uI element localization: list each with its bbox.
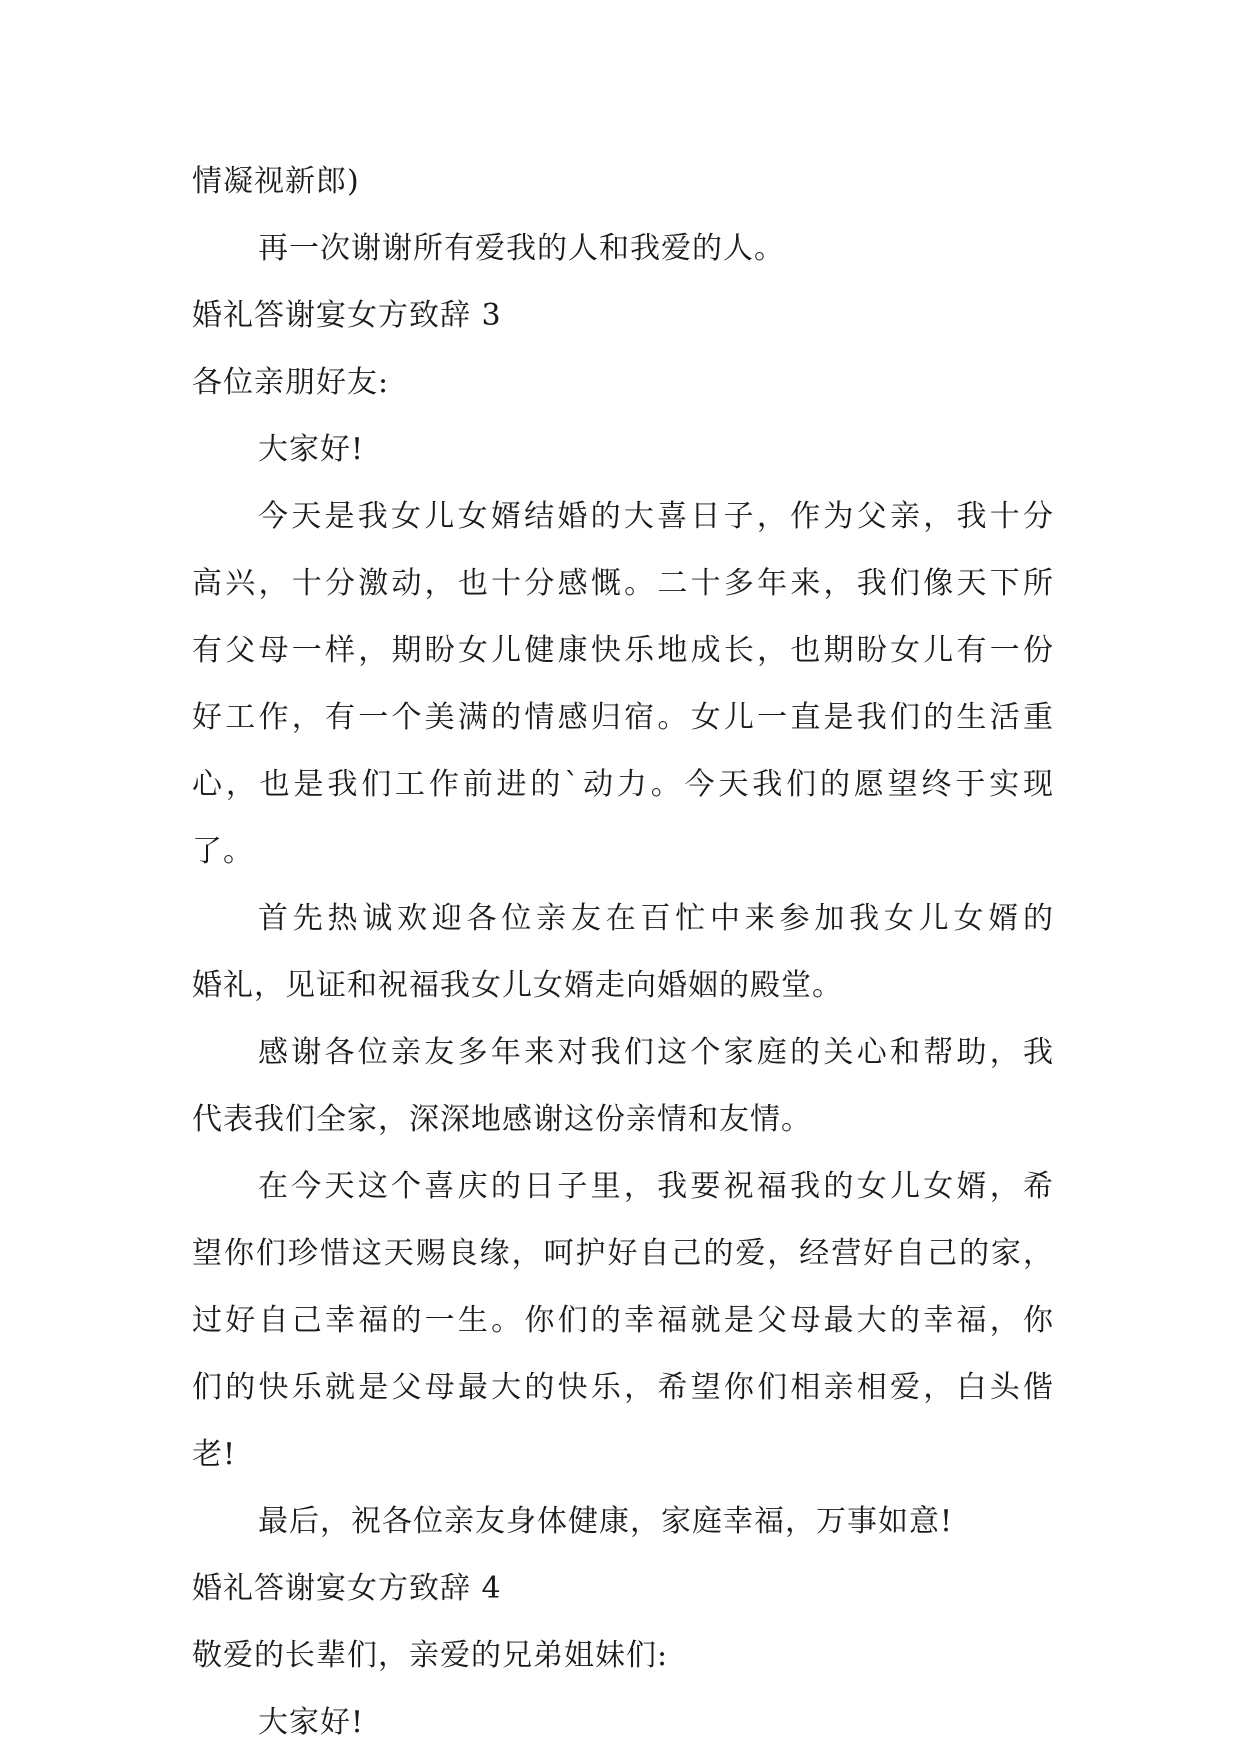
text-line: 们的快乐就是父母最大的快乐，希望你们相亲相爱，白头偕 <box>192 1370 1054 1405</box>
greeting: 大家好! <box>258 432 365 467</box>
text-line: 今天是我女儿女婿结婚的大喜日子，作为父亲，我十分 <box>258 499 1054 534</box>
salutation: 敬爱的长辈们，亲爱的兄弟姐妹们: <box>192 1638 669 1673</box>
text-line: 望你们珍惜这天赐良缘，呵护好自己的爱，经营好自己的家， <box>192 1236 1054 1271</box>
text-line: 代表我们全家，深深地感谢这份亲情和友情。 <box>192 1102 812 1137</box>
text-line: 有父母一样，期盼女儿健康快乐地成长，也期盼女儿有一份 <box>192 633 1054 668</box>
text-line: 了。 <box>192 834 254 869</box>
text-line: 再一次谢谢所有爱我的人和我爱的人。 <box>258 231 785 266</box>
text-line: 情凝视新郎) <box>192 164 360 199</box>
section-heading: 婚礼答谢宴女方致辞 3 <box>192 298 502 333</box>
text-line: 高兴，十分激动，也十分感慨。二十多年来，我们像天下所 <box>192 566 1054 601</box>
text-line: 最后，祝各位亲友身体健康，家庭幸福，万事如意! <box>258 1504 954 1539</box>
greeting: 大家好! <box>258 1705 365 1740</box>
salutation: 各位亲朋好友: <box>192 365 390 400</box>
section-heading: 婚礼答谢宴女方致辞 4 <box>192 1571 502 1606</box>
text-line: 心，也是我们工作前进的`动力。今天我们的愿望终于实现 <box>192 767 1054 802</box>
text-line: 好工作，有一个美满的情感归宿。女儿一直是我们的生活重 <box>192 700 1054 735</box>
text-line: 在今天这个喜庆的日子里，我要祝福我的女儿女婿，希 <box>258 1169 1054 1204</box>
text-line: 过好自己幸福的一生。你们的幸福就是父母最大的幸福，你 <box>192 1303 1054 1338</box>
text-line: 老! <box>192 1437 237 1472</box>
text-line: 感谢各位亲友多年来对我们这个家庭的关心和帮助，我 <box>258 1035 1054 1070</box>
text-line: 首先热诚欢迎各位亲友在百忙中来参加我女儿女婿的 <box>258 901 1054 936</box>
text-line: 婚礼，见证和祝福我女儿女婿走向婚姻的殿堂。 <box>192 968 843 1003</box>
